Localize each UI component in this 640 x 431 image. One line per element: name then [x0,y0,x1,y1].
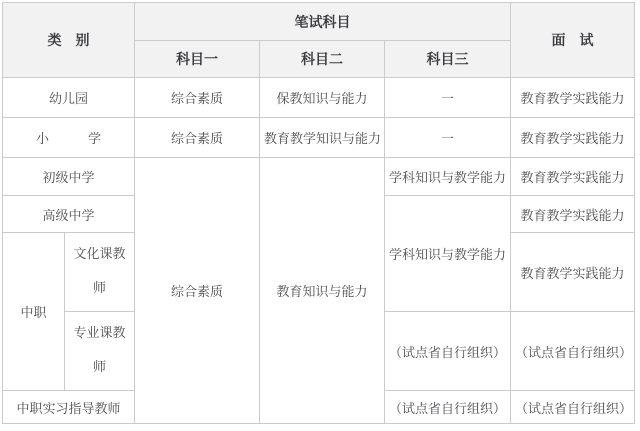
row-senior-label: 高级中学 [3,196,135,233]
cell-kindergarten-interview: 教育教学实践能力 [511,78,635,118]
exam-subjects-table [2,2,635,424]
cell-culture-teacher-interview: 教育教学实践能力 [511,233,635,312]
cell-secondary-subject1-merged: 综合素质 [135,158,260,424]
row-kindergarten-label: 幼儿园 [3,78,135,118]
cell-primary-interview: 教育教学实践能力 [511,118,635,158]
header-written-exam-group: 笔试科目 [135,3,511,41]
cell-primary-subject2: 教育教学知识与能力 [260,118,385,158]
row-vocational-group-label: 中职 [3,233,65,391]
cell-secondary-subject2-merged: 教育知识与能力 [260,158,385,424]
header-subject3: 科目三 [385,41,511,78]
cell-primary-subject3: 一 [385,118,511,158]
cell-junior-subject3: 学科知识与教学能力 [385,158,511,196]
row-culture-teacher-label: 文化课教师 [65,233,135,312]
cell-senior-culture-subject3-merged: 学科知识与教学能力 [385,196,511,312]
table-row [3,118,635,158]
cell-internship-teacher-subject3: （试点省自行组织） [385,391,511,424]
header-interview: 面 试 [511,3,635,78]
cell-junior-interview: 教育教学实践能力 [511,158,635,196]
cell-kindergarten-subject2: 保教知识与能力 [260,78,385,118]
table-row [3,78,635,118]
row-primary-label: 小 学 [3,118,135,158]
header-subject1: 科目一 [135,41,260,78]
cell-professional-teacher-interview: （试点省自行组织） [511,312,635,391]
cell-primary-subject1: 综合素质 [135,118,260,158]
header-category: 类 别 [3,3,135,78]
row-professional-teacher-label: 专业课教师 [65,312,135,391]
cell-professional-teacher-subject3: （试点省自行组织） [385,312,511,391]
header-subject2: 科目二 [260,41,385,78]
cell-senior-interview: 教育教学实践能力 [511,196,635,233]
table-row [3,158,635,196]
cell-kindergarten-subject3: 一 [385,78,511,118]
cell-kindergarten-subject1: 综合素质 [135,78,260,118]
row-internship-teacher-label: 中职实习指导教师 [3,391,135,424]
cell-internship-teacher-interview: （试点省自行组织） [511,391,635,424]
row-junior-label: 初级中学 [3,158,135,196]
